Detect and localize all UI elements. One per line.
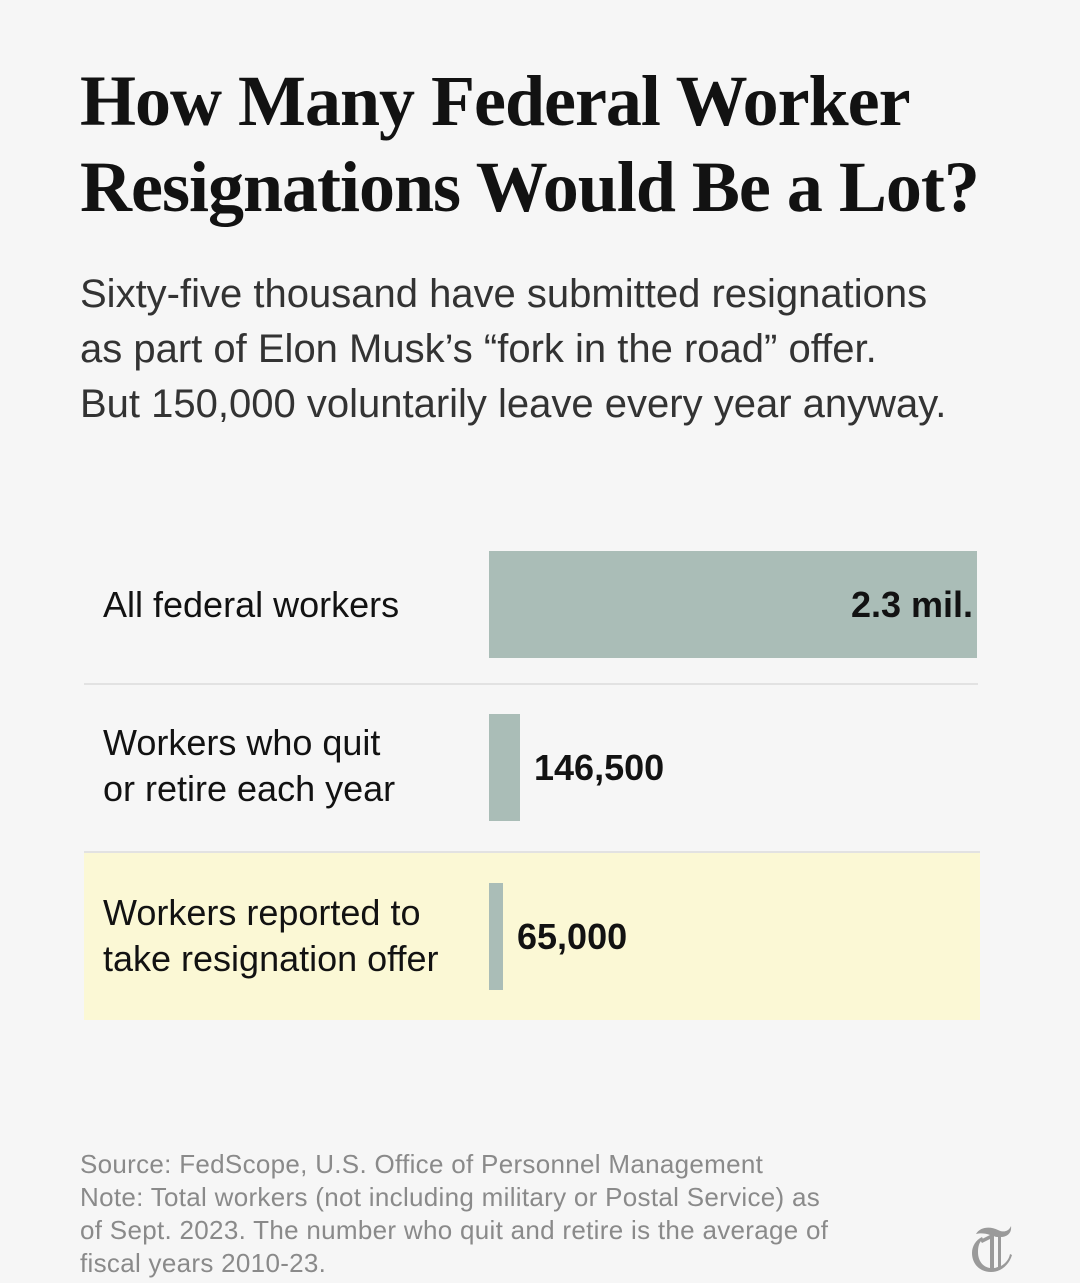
bar-value-label: 146,500 bbox=[534, 746, 665, 788]
source-note-line: Source: FedScope, U.S. Office of Personnel Management bbox=[80, 1149, 764, 1179]
chart-title-line: Resignations Would Be a Lot? bbox=[80, 147, 979, 227]
category-label-all-federal-workers bbox=[103, 582, 399, 628]
source-note-line: Note: Total workers (not including military or Postal Service) as bbox=[80, 1182, 821, 1212]
bar bbox=[489, 714, 520, 821]
chart-subtitle-line: Sixty-five thousand have submitted resignations bbox=[80, 272, 928, 316]
chart-title-line: How Many Federal Worker bbox=[80, 61, 910, 141]
source-note-line: of Sept. 2023. The number who quit and retire is the average of bbox=[80, 1215, 829, 1245]
category-label-line: take resignation offer bbox=[103, 938, 439, 979]
nyt-t-logo-icon bbox=[968, 1222, 1016, 1274]
category-label-line: or retire each year bbox=[103, 768, 396, 809]
category-label-line: All federal workers bbox=[103, 584, 400, 625]
bar bbox=[489, 883, 503, 990]
category-label-resignation-offer bbox=[103, 890, 439, 982]
category-label-quit-or-retire bbox=[103, 720, 395, 812]
chart-subtitle-line: But 150,000 voluntarily leave every year anyway. bbox=[80, 382, 947, 426]
category-label-line: Workers who quit bbox=[103, 722, 381, 763]
chart-subtitle-line: as part of Elon Musk’s “fork in the road” offer. bbox=[80, 327, 877, 371]
bar-value-label: 65,000 bbox=[517, 915, 628, 957]
source-note bbox=[80, 1148, 960, 1280]
row-divider bbox=[84, 683, 978, 685]
category-label-line: Workers reported to bbox=[103, 892, 421, 933]
source-note-line: fiscal years 2010-23. bbox=[80, 1248, 327, 1278]
bar-value-label: 2.3 mil. bbox=[851, 583, 974, 625]
row-divider bbox=[84, 851, 980, 853]
